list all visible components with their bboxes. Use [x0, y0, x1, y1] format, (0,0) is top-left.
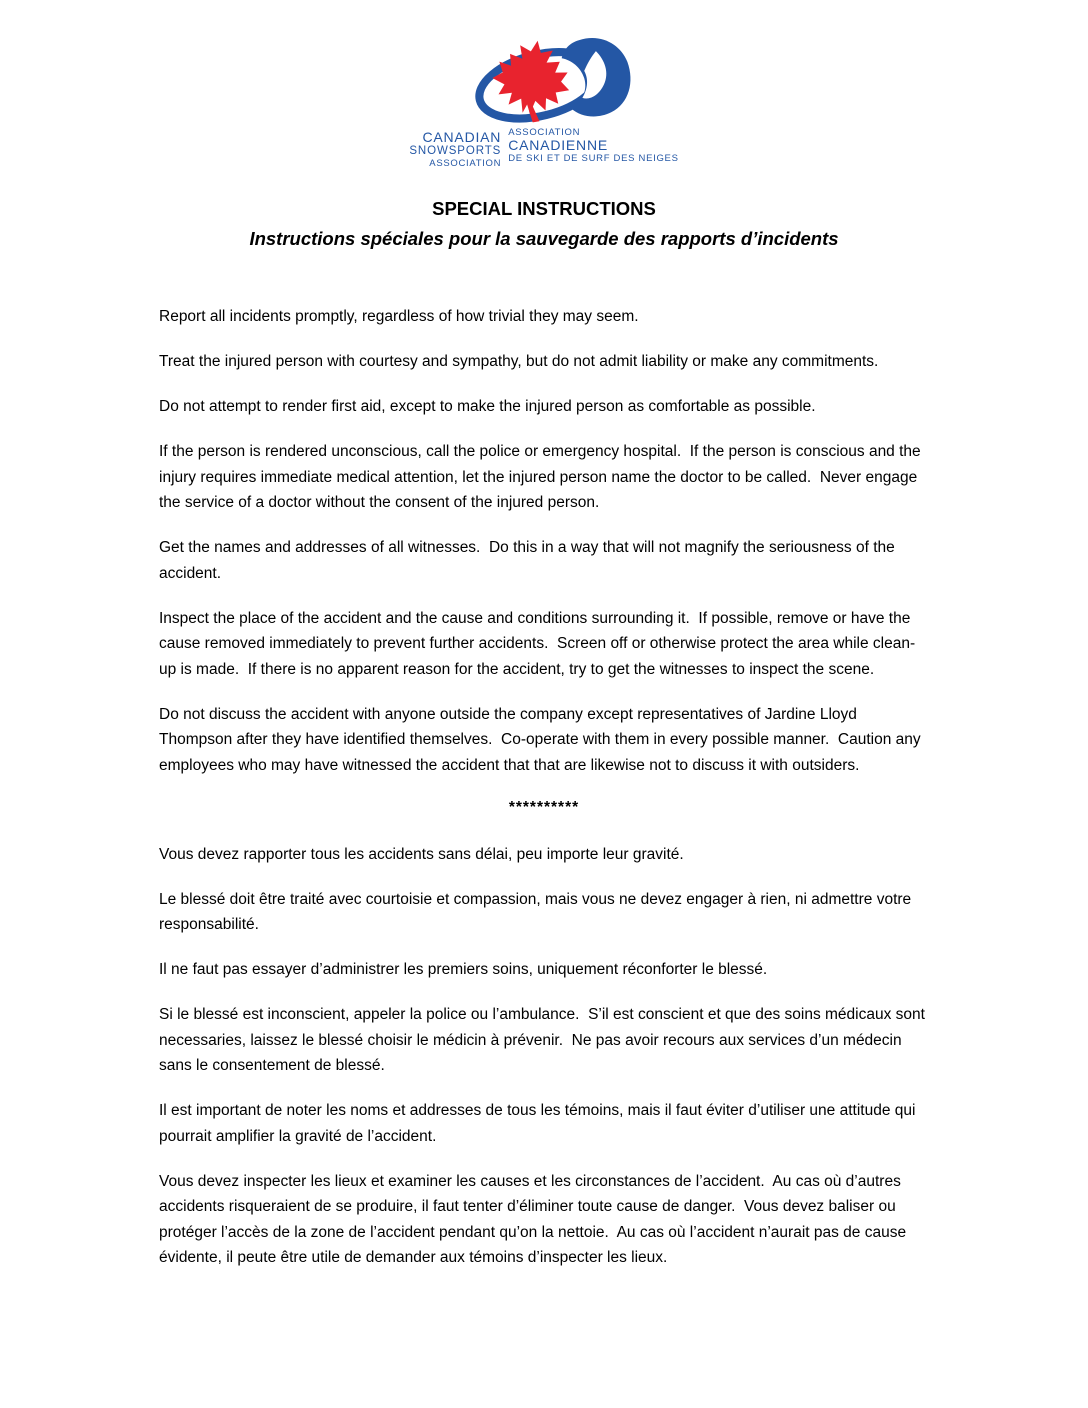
french-instructions-section — [159, 842, 929, 1271]
french-paragraph: Vous devez rapporter tous les accidents sans délai, peu importe leur gravité. — [159, 845, 684, 863]
document-subtitle: Instructions spéciales pour la sauvegarde des rapports d’incidents — [249, 228, 839, 249]
logo-text-line: CANADIAN — [422, 129, 502, 145]
french-paragraph: Il ne faut pas essayer d’administrer les premiers soins, uniquement réconforter le blessé. — [159, 961, 768, 978]
csa-maple-leaf-logo-icon — [460, 33, 640, 125]
french-paragraph: Vous devez inspecter les lieux et examiner les causes et les circonstances de l’accident. Au cas où d’autres accidents risqueraient de se produire, il faut tenter d’éliminer toute cause de danger. Vous devez baliser ou protéger l’accès de la zone de l’accident pendant qu’on la nettoie. Au cas où l’accident n’aurait pas de cause évidente, il peute être utile de demander aux témoins d’inspecter les lieux. — [159, 1172, 911, 1266]
english-paragraph: Get the names and addresses of all witnesses. Do this in a way that will not magnify the seriousness of the accident. — [159, 539, 900, 582]
logo-text-line: CANADIENNE — [508, 137, 609, 153]
english-paragraph: Treat the injured person with courtesy and sympathy, but do not admit liability or make any commitments. — [159, 353, 879, 370]
logo-text-line: DE SKI ET DE SURF DES NEIGES — [508, 153, 679, 164]
french-paragraph: Si le blessé est inconscient, appeler la police ou l’ambulance. S’il est conscient et que des soins médicaux sont necessaries, laissez le blessé choisir le médicin à prévenir. Ne pas avoir recours aux services d’un médecin sans le consentement de blessé. — [159, 1006, 930, 1074]
logo-wordmark — [409, 127, 678, 169]
section-separator: ********** — [508, 798, 580, 816]
logo-text-line: SNOWSPORTS — [409, 145, 502, 157]
english-paragraph: Do not discuss the accident with anyone outside the company except representatives of Jardine Lloyd Thompson after they have identified themselves. Co-operate with them in every possible manner. Caution any employees who may have witnessed the accident that that are likewise not to discuss it with outsiders. — [159, 705, 925, 774]
french-paragraph: Le blessé doit être traité avec courtoisie et compassion, mais vous ne devez engager à rien, ni admettre votre responsabilité. — [159, 890, 916, 933]
french-paragraph: Il est important de noter les noms et addresses de tous les témoins, mais il faut éviter d’utiliser une attitude qui pourrait amplifier la gravité de l’accident. — [159, 1102, 920, 1145]
org-logo — [0, 0, 1088, 169]
english-paragraph: Inspect the place of the accident and the cause and conditions surrounding it. If possible, remove or have the cause removed immediately to prevent further accidents. Screen off or otherwise protect the area while clean-up is made. If there is no apparent reason for the accident, try to get the witnesses to inspect the scene. — [159, 609, 916, 678]
document-title: SPECIAL INSTRUCTIONS — [432, 198, 656, 219]
english-paragraph: Report all incidents promptly, regardless of how trivial they may seem. — [159, 308, 639, 325]
english-paragraph: If the person is rendered unconscious, call the police or emergency hospital. If the person is conscious and the injury requires immediate medical attention, let the injured person name the doctor to be called. Never engage the service of a doctor without the consent of the injured person. — [159, 443, 925, 511]
english-paragraph: Do not attempt to render first aid, except to make the injured person as comfortable as possible. — [159, 398, 816, 415]
logo-text-line: ASSOCIATION — [508, 127, 581, 138]
logo-wordmark-english — [409, 127, 501, 169]
english-instructions-section — [159, 304, 929, 778]
logo-wordmark-french — [508, 127, 678, 164]
logo-text-line: ASSOCIATION — [429, 158, 502, 169]
